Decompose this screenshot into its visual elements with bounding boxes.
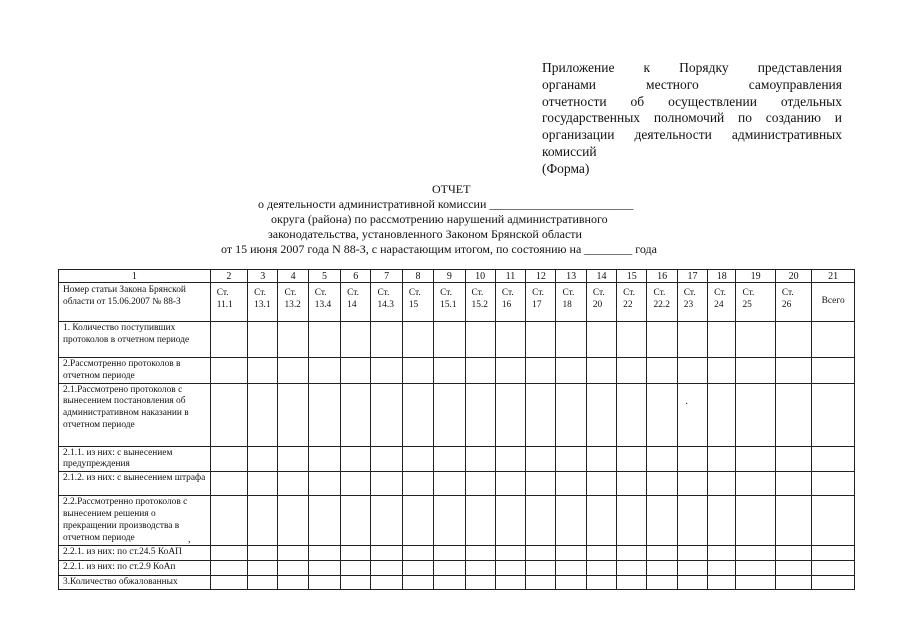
data-cell[interactable]	[677, 358, 707, 384]
table-row	[59, 472, 855, 496]
report-subtitle-line2: округа (района) по рассмотрению нарушений административного	[271, 212, 608, 226]
data-cell[interactable]	[812, 546, 855, 561]
data-cell[interactable]	[736, 496, 775, 546]
data-cell[interactable]	[278, 561, 308, 576]
data-cell[interactable]	[495, 358, 525, 384]
data-cell[interactable]	[812, 358, 855, 384]
article-number: 11.1	[216, 299, 233, 310]
article-number: 15	[408, 299, 419, 310]
data-cell[interactable]	[465, 358, 495, 384]
table-row	[59, 561, 855, 576]
data-cell[interactable]	[341, 358, 371, 384]
data-cell[interactable]	[708, 446, 736, 472]
article-cell	[586, 283, 616, 322]
article-cell	[736, 283, 775, 322]
article-prefix: Ст.	[653, 288, 666, 298]
data-cell[interactable]	[371, 561, 402, 576]
data-cell[interactable]	[371, 358, 402, 384]
table-row	[59, 576, 855, 590]
report-heading: ОТЧЕТ	[432, 182, 471, 196]
data-cell[interactable]	[210, 576, 247, 590]
data-cell[interactable]	[586, 322, 616, 358]
article-cell	[677, 283, 707, 322]
data-cell[interactable]	[248, 496, 278, 546]
data-cell[interactable]	[708, 322, 736, 358]
article-cell	[371, 283, 402, 322]
report-table	[58, 269, 855, 590]
data-cell[interactable]	[775, 576, 811, 590]
data-cell[interactable]	[210, 322, 247, 358]
data-cell[interactable]	[434, 322, 465, 358]
column-number: 6	[341, 270, 371, 283]
data-cell[interactable]	[647, 576, 677, 590]
data-cell[interactable]	[210, 472, 247, 496]
data-cell[interactable]	[210, 383, 247, 446]
data-cell[interactable]	[526, 472, 556, 496]
article-cell	[308, 283, 340, 322]
data-cell[interactable]	[556, 383, 586, 446]
data-cell[interactable]	[278, 383, 308, 446]
column-number: 3	[248, 270, 278, 283]
article-prefix: Ст.	[501, 288, 514, 298]
data-cell[interactable]	[402, 322, 433, 358]
column-number: 16	[647, 270, 677, 283]
column-number: 14	[586, 270, 616, 283]
data-cell[interactable]	[556, 496, 586, 546]
article-cell	[556, 283, 586, 322]
data-cell[interactable]	[341, 446, 371, 472]
data-cell[interactable]	[526, 576, 556, 590]
data-cell[interactable]	[775, 446, 811, 472]
data-cell[interactable]	[308, 383, 340, 446]
data-cell[interactable]	[556, 358, 586, 384]
column-number: 5	[308, 270, 340, 283]
article-cell	[465, 283, 495, 322]
data-cell[interactable]	[495, 446, 525, 472]
article-number: 15.1	[440, 299, 457, 310]
data-cell[interactable]	[812, 472, 855, 496]
header-label: Номер статьи Закона Брянской области от 15.06.2007 № 88-З	[59, 283, 211, 322]
data-cell[interactable]	[526, 546, 556, 561]
article-cell	[210, 283, 247, 322]
data-cell[interactable]	[586, 472, 616, 496]
data-cell[interactable]	[278, 472, 308, 496]
article-header-row	[59, 283, 855, 322]
article-prefix: Ст.	[377, 288, 390, 298]
report-subtitle-line1: о деятельности административной комиссии ________________________	[258, 197, 634, 211]
article-number: 18	[562, 299, 572, 310]
data-cell[interactable]	[812, 561, 855, 576]
data-cell[interactable]	[775, 383, 811, 446]
article-prefix: Ст.	[471, 288, 484, 298]
data-cell[interactable]	[677, 561, 707, 576]
data-cell[interactable]	[647, 472, 677, 496]
data-cell[interactable]	[465, 446, 495, 472]
article-number: 13.2	[284, 299, 301, 310]
scan-dot: ·	[685, 399, 689, 410]
data-cell[interactable]	[647, 446, 677, 472]
row-label: 1. Количество поступивших протоколов в отчетном периоде	[59, 322, 211, 358]
data-cell[interactable]	[736, 322, 775, 358]
article-prefix: Ст.	[592, 288, 605, 298]
article-cell	[434, 283, 465, 322]
column-number: 12	[526, 270, 556, 283]
article-prefix: Ст.	[781, 288, 794, 298]
data-cell[interactable]	[210, 446, 247, 472]
article-prefix: Ст.	[683, 288, 696, 298]
column-number: 20	[775, 270, 811, 283]
data-cell[interactable]	[586, 358, 616, 384]
table-row	[59, 322, 855, 358]
data-cell[interactable]	[248, 383, 278, 446]
data-cell[interactable]	[308, 358, 340, 384]
data-cell[interactable]	[248, 446, 278, 472]
article-prefix: Ст.	[562, 288, 575, 298]
data-cell[interactable]	[308, 446, 340, 472]
scan-dot: ,	[188, 534, 191, 545]
data-cell[interactable]	[812, 383, 855, 446]
data-cell[interactable]	[736, 383, 775, 446]
row-label: 2.1.Рассмотрено протоколов с вынесением постановления об административном наказании в отчетном периоде	[59, 383, 211, 446]
data-cell[interactable]	[617, 472, 647, 496]
data-cell[interactable]	[210, 561, 247, 576]
article-number: 22	[623, 299, 633, 310]
row-label: 2.2.1. из них: по ст.2.9 КоАп	[59, 561, 211, 576]
article-prefix: Ст.	[314, 288, 327, 298]
data-cell[interactable]	[308, 472, 340, 496]
data-cell[interactable]	[617, 561, 647, 576]
appendix-line: комиссий	[542, 143, 597, 159]
data-cell[interactable]	[617, 446, 647, 472]
column-number: 1	[59, 270, 211, 283]
total-header: Всего	[812, 283, 855, 322]
column-number: 13	[556, 270, 586, 283]
data-cell[interactable]	[495, 472, 525, 496]
table-row	[59, 546, 855, 561]
data-cell[interactable]	[210, 358, 247, 384]
data-cell[interactable]	[736, 446, 775, 472]
data-cell[interactable]	[708, 496, 736, 546]
row-label: 2.1.2. из них: с вынесением штрафа	[59, 472, 211, 496]
data-cell[interactable]	[371, 472, 402, 496]
data-cell[interactable]	[775, 496, 811, 546]
data-cell[interactable]	[371, 496, 402, 546]
data-cell[interactable]	[308, 546, 340, 561]
data-cell[interactable]	[775, 561, 811, 576]
article-number: 24	[714, 299, 724, 310]
data-cell[interactable]	[556, 446, 586, 472]
data-cell[interactable]	[341, 322, 371, 358]
data-cell[interactable]	[586, 546, 616, 561]
data-cell[interactable]	[371, 322, 402, 358]
data-cell[interactable]	[647, 383, 677, 446]
data-cell[interactable]	[736, 546, 775, 561]
column-number: 15	[617, 270, 647, 283]
article-prefix: Ст.	[623, 288, 636, 298]
data-cell[interactable]	[526, 322, 556, 358]
data-cell[interactable]	[465, 322, 495, 358]
article-number: 14	[347, 299, 357, 310]
article-cell	[526, 283, 556, 322]
data-cell[interactable]	[775, 322, 811, 358]
data-cell[interactable]	[210, 496, 247, 546]
article-prefix: Ст.	[714, 288, 726, 298]
data-cell[interactable]	[341, 496, 371, 546]
article-prefix: Ст.	[440, 288, 453, 298]
article-number: 17	[532, 299, 542, 310]
article-cell	[647, 283, 677, 322]
column-number: 8	[402, 270, 433, 283]
data-cell[interactable]	[434, 472, 465, 496]
data-cell[interactable]	[465, 472, 495, 496]
data-cell[interactable]	[586, 576, 616, 590]
article-cell	[278, 283, 308, 322]
column-number: 10	[465, 270, 495, 283]
data-cell[interactable]	[495, 322, 525, 358]
data-cell[interactable]	[556, 546, 586, 561]
data-cell[interactable]	[495, 561, 525, 576]
column-number: 21	[812, 270, 855, 283]
data-cell[interactable]	[278, 446, 308, 472]
column-number: 18	[708, 270, 736, 283]
article-prefix: Ст.	[347, 288, 360, 298]
data-cell[interactable]	[434, 446, 465, 472]
data-cell[interactable]	[248, 561, 278, 576]
data-cell[interactable]	[617, 576, 647, 590]
data-cell[interactable]	[526, 358, 556, 384]
data-cell[interactable]	[736, 472, 775, 496]
appendix-line: отчетности об осуществлении отдельных	[542, 93, 842, 109]
column-number-row	[59, 270, 855, 283]
data-cell[interactable]	[371, 383, 402, 446]
column-number: 19	[736, 270, 775, 283]
appendix-line: органами местного самоуправления	[542, 76, 842, 92]
data-cell[interactable]	[647, 358, 677, 384]
article-number: 13.4	[314, 299, 332, 310]
article-cell	[248, 283, 278, 322]
data-cell[interactable]	[677, 496, 707, 546]
data-cell[interactable]	[495, 576, 525, 590]
data-cell[interactable]	[465, 383, 495, 446]
data-cell[interactable]	[617, 546, 647, 561]
article-number: 25	[742, 299, 752, 310]
data-cell[interactable]	[775, 472, 811, 496]
appendix-line: организации деятельности административных	[542, 127, 842, 143]
data-cell[interactable]	[465, 561, 495, 576]
article-cell	[775, 283, 811, 322]
article-cell	[495, 283, 525, 322]
data-cell[interactable]	[465, 496, 495, 546]
data-cell[interactable]	[617, 383, 647, 446]
data-cell[interactable]	[526, 446, 556, 472]
article-cell	[402, 283, 433, 322]
column-number: 2	[210, 270, 247, 283]
table-row	[59, 358, 855, 384]
data-cell[interactable]	[556, 472, 586, 496]
data-cell[interactable]	[556, 576, 586, 590]
data-cell[interactable]	[248, 576, 278, 590]
row-label: 2.2.1. из них: по ст.24.5 КоАП	[59, 546, 211, 561]
data-cell[interactable]	[248, 322, 278, 358]
article-cell	[341, 283, 371, 322]
data-cell[interactable]	[434, 576, 465, 590]
data-cell[interactable]	[526, 561, 556, 576]
row-label: 2.Рассмотренно протоколов в отчетном периоде	[59, 358, 211, 384]
data-cell[interactable]	[812, 446, 855, 472]
data-cell[interactable]	[402, 561, 433, 576]
row-label: 2.1.1. из них: с вынесением предупреждения	[59, 446, 211, 472]
report-subtitle-line4: от 15 июня 2007 года N 88-З, с нарастающим итогом, по состоянию на ________ года	[221, 242, 657, 256]
data-cell[interactable]	[402, 446, 433, 472]
article-cell	[617, 283, 647, 322]
data-cell[interactable]	[308, 561, 340, 576]
article-prefix: Ст.	[532, 288, 545, 298]
data-cell[interactable]	[341, 383, 371, 446]
data-cell[interactable]	[617, 322, 647, 358]
article-number: 22.2	[653, 299, 670, 310]
data-cell[interactable]	[526, 383, 556, 446]
article-prefix: Ст.	[284, 288, 297, 298]
data-cell[interactable]	[495, 496, 525, 546]
data-cell[interactable]	[210, 546, 247, 561]
data-cell[interactable]	[647, 496, 677, 546]
data-cell[interactable]	[278, 358, 308, 384]
data-cell[interactable]	[278, 496, 308, 546]
data-cell[interactable]	[434, 561, 465, 576]
data-cell[interactable]	[677, 322, 707, 358]
data-cell[interactable]	[248, 472, 278, 496]
data-cell[interactable]	[708, 358, 736, 384]
data-cell[interactable]	[434, 496, 465, 546]
data-cell[interactable]	[402, 358, 433, 384]
data-cell[interactable]	[434, 358, 465, 384]
data-cell[interactable]	[308, 496, 340, 546]
data-cell[interactable]	[677, 472, 707, 496]
data-cell[interactable]	[736, 561, 775, 576]
data-cell[interactable]	[465, 546, 495, 561]
article-prefix: Ст.	[742, 288, 755, 298]
data-cell[interactable]	[736, 358, 775, 384]
article-number: 13.1	[254, 299, 271, 310]
data-cell[interactable]	[308, 576, 340, 590]
article-cell	[708, 283, 736, 322]
data-cell[interactable]	[708, 546, 736, 561]
data-cell[interactable]	[341, 561, 371, 576]
article-number: 20	[592, 299, 603, 310]
data-cell[interactable]	[586, 561, 616, 576]
table-row	[59, 496, 855, 546]
article-number: 14.3	[377, 299, 394, 310]
data-cell[interactable]	[248, 358, 278, 384]
data-cell[interactable]	[402, 496, 433, 546]
column-number: 9	[434, 270, 465, 283]
data-cell[interactable]	[617, 496, 647, 546]
data-cell[interactable]	[495, 546, 525, 561]
data-cell[interactable]	[526, 496, 556, 546]
data-cell[interactable]	[278, 576, 308, 590]
appendix-note	[542, 60, 842, 178]
data-cell[interactable]	[434, 546, 465, 561]
data-cell[interactable]	[677, 546, 707, 561]
column-number: 7	[371, 270, 402, 283]
table-row	[59, 383, 855, 446]
article-prefix: Ст.	[408, 288, 421, 298]
data-cell[interactable]	[708, 561, 736, 576]
data-cell[interactable]	[341, 472, 371, 496]
article-prefix: Ст.	[254, 288, 266, 298]
data-cell[interactable]	[402, 576, 433, 590]
data-cell[interactable]	[647, 561, 677, 576]
data-cell[interactable]	[677, 383, 707, 446]
column-number: 11	[495, 270, 525, 283]
data-cell[interactable]	[371, 446, 402, 472]
data-cell[interactable]	[586, 383, 616, 446]
column-number: 17	[677, 270, 707, 283]
data-cell[interactable]	[708, 576, 736, 590]
article-prefix: Ст.	[216, 288, 229, 298]
appendix-line: Приложение к Порядку представления	[542, 60, 842, 75]
article-number: 26	[781, 299, 792, 310]
article-number: 15.2	[471, 299, 488, 310]
data-cell[interactable]	[434, 383, 465, 446]
data-cell[interactable]	[812, 322, 855, 358]
article-number: 16	[501, 299, 512, 310]
data-cell[interactable]	[495, 383, 525, 446]
data-cell[interactable]	[556, 322, 586, 358]
data-cell[interactable]	[677, 446, 707, 472]
data-cell[interactable]	[775, 358, 811, 384]
data-cell[interactable]	[278, 322, 308, 358]
data-cell[interactable]	[708, 472, 736, 496]
data-cell[interactable]	[617, 358, 647, 384]
column-number: 4	[278, 270, 308, 283]
data-cell[interactable]	[465, 576, 495, 590]
table-row	[59, 446, 855, 472]
report-subtitle-line3: законодательства, установленного Законом Брянской области	[268, 227, 582, 241]
data-cell[interactable]	[647, 546, 677, 561]
row-label: 3.Количество обжалованных	[59, 576, 211, 590]
data-cell[interactable]	[402, 546, 433, 561]
data-cell[interactable]	[402, 383, 433, 446]
data-cell[interactable]	[278, 546, 308, 561]
data-cell[interactable]	[556, 561, 586, 576]
data-cell[interactable]	[812, 496, 855, 546]
row-label: 2.2.Рассмотренно протоколов с вынесением решения о прекращении производства в отчетном периоде	[59, 496, 211, 546]
data-cell[interactable]	[341, 576, 371, 590]
data-cell[interactable]	[708, 383, 736, 446]
data-cell[interactable]	[402, 472, 433, 496]
data-cell[interactable]	[371, 546, 402, 561]
data-cell[interactable]	[586, 496, 616, 546]
data-cell[interactable]	[736, 576, 775, 590]
data-cell[interactable]	[677, 576, 707, 590]
data-cell[interactable]	[775, 546, 811, 561]
appendix-line: государственных полномочий по созданию и	[542, 110, 842, 126]
data-cell[interactable]	[308, 322, 340, 358]
data-cell[interactable]	[248, 546, 278, 561]
data-cell[interactable]	[647, 322, 677, 358]
data-cell[interactable]	[341, 546, 371, 561]
data-cell[interactable]	[586, 446, 616, 472]
data-cell[interactable]	[371, 576, 402, 590]
data-cell[interactable]	[812, 576, 855, 590]
article-number: 23	[683, 299, 694, 310]
appendix-form-label: (Форма)	[542, 160, 590, 176]
